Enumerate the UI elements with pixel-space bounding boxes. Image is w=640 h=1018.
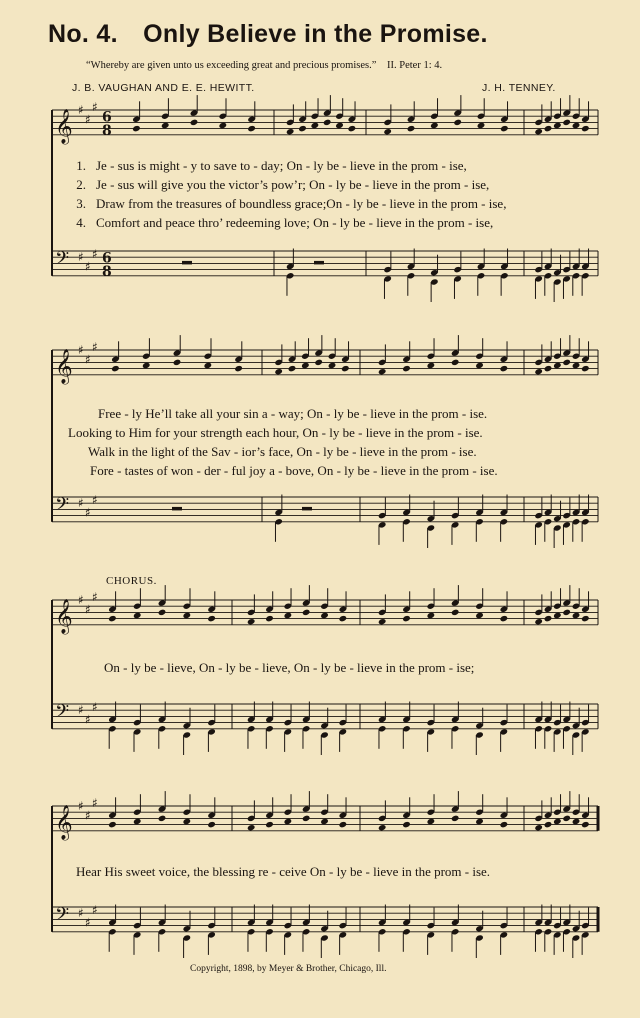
treble-clef-icon: 𝄞 [55, 805, 73, 841]
note-head [477, 122, 486, 129]
note-head [247, 125, 256, 132]
verse-3-line-b: Walk in the light of the Sav - ior’s face, On - ly be - lieve in the prom - ise. [88, 444, 477, 459]
note-head [475, 362, 484, 369]
sharp-icon: ♯ [78, 593, 84, 607]
verse-2-line-a [64, 177, 489, 193]
note-head [451, 609, 460, 616]
note-head [142, 362, 151, 369]
note-head [572, 818, 581, 825]
note-head [314, 359, 323, 366]
note-head [475, 612, 484, 619]
treble-clef-icon: 𝄞 [55, 109, 73, 145]
note-head [581, 125, 590, 132]
note-head [274, 368, 283, 375]
note-head [328, 362, 337, 369]
epigraph-text: “Whereby are given unto us exceeding great and precious promises.” [86, 60, 377, 71]
note-head [572, 612, 581, 619]
note-head [500, 615, 509, 622]
composer-credit: J. H. TENNEY. [482, 82, 556, 94]
note-head [234, 365, 243, 372]
note-head [500, 125, 509, 132]
time-signature-top: 6 [102, 250, 112, 267]
sharp-icon: ♯ [92, 339, 98, 354]
note-head [339, 821, 348, 828]
sharp-icon: ♯ [92, 99, 98, 114]
note-head [341, 365, 350, 372]
rest-mark [182, 261, 192, 265]
hymn-title: Only Believe in the Promise. [143, 20, 488, 48]
sharp-icon: ♯ [92, 903, 98, 918]
sharp-icon: ♯ [78, 906, 84, 921]
note-head [301, 362, 310, 369]
note-head [553, 122, 562, 129]
time-signature-top: 6 [102, 109, 112, 126]
note-head [500, 821, 509, 828]
note-head [320, 612, 329, 619]
note-head [553, 612, 562, 619]
note-head [284, 818, 293, 825]
lyricist-credit: J. B. VAUGHAN AND E. E. HEWITT. [72, 82, 255, 94]
rest-mark [172, 507, 182, 511]
treble-clef-icon: 𝄞 [55, 349, 73, 385]
note-head [553, 362, 562, 369]
note-head [286, 128, 295, 135]
sharp-icon: ♯ [92, 700, 98, 715]
verse-4-line-a [64, 215, 493, 231]
lyric-text: Draw from the treasures of boundless grace;On - ly be - lieve in the prom - ise, [96, 196, 507, 211]
note-head [402, 821, 411, 828]
note-head [108, 615, 117, 622]
note-head [383, 128, 392, 135]
bass-clef-icon: 𝄢 [55, 701, 70, 727]
sharp-icon: ♯ [85, 259, 91, 274]
lyric-text: Je - sus will give you the victor’s pow’r; On - ly be - lieve in the prom - ise, [96, 177, 490, 192]
note-head [534, 824, 543, 831]
note-head [378, 368, 387, 375]
time-signature-bottom: 8 [102, 263, 112, 280]
note-head [247, 824, 256, 831]
note-head [207, 615, 216, 622]
epigraph-reference: II. Peter 1: 4. [387, 60, 443, 71]
note-head [572, 362, 581, 369]
chorus-line-2: Hear His sweet voice, the blessing re - ceive On - ly be - lieve in the prom - ise. [76, 864, 491, 879]
sharp-icon: ♯ [78, 103, 84, 117]
sharp-icon: ♯ [85, 712, 91, 727]
sharp-icon: ♯ [92, 795, 98, 810]
time-signature-bottom: 8 [102, 122, 112, 139]
verse-number: 3. [76, 196, 86, 211]
note-head [534, 128, 543, 135]
note-head [335, 122, 344, 129]
note-head [219, 122, 228, 129]
sharp-icon: ♯ [85, 352, 91, 367]
note-head [247, 618, 256, 625]
note-head [562, 359, 571, 366]
note-head [158, 609, 167, 616]
rest-mark [302, 507, 312, 511]
note-head [544, 125, 553, 132]
note-head [534, 618, 543, 625]
treble-clef-icon: 𝄞 [55, 599, 73, 635]
verse-4-line-b: Fore - tastes of won - der - ful joy a - bove, On - ly be - lieve in the prom - ise. [90, 463, 498, 478]
note-head [430, 122, 439, 129]
sharp-icon: ♯ [78, 799, 84, 813]
chorus-label: CHORUS. [106, 575, 157, 587]
rest-mark [314, 261, 324, 265]
note-head [475, 818, 484, 825]
sharp-icon: ♯ [85, 602, 91, 617]
note-head [407, 125, 416, 132]
note-head [204, 362, 213, 369]
note-head [581, 615, 590, 622]
note-head [207, 821, 216, 828]
note-head [378, 618, 387, 625]
sharp-icon: ♯ [78, 250, 84, 265]
verse-number: 1. [76, 158, 86, 173]
note-head [427, 612, 436, 619]
note-head [320, 818, 329, 825]
note-head [190, 119, 199, 126]
note-head [553, 818, 562, 825]
note-head [284, 612, 293, 619]
sharp-icon: ♯ [78, 703, 84, 718]
note-head [183, 612, 192, 619]
note-head [581, 365, 590, 372]
note-head [298, 125, 307, 132]
note-head [562, 815, 571, 822]
note-head [453, 119, 462, 126]
note-head [288, 365, 297, 372]
lyric-text: Je - sus is might - y to save to - day; On - ly be - lieve in the prom - ise, [96, 158, 467, 173]
note-head [581, 821, 590, 828]
note-head [427, 362, 436, 369]
bass-clef-icon: 𝄢 [55, 904, 70, 930]
sharp-icon: ♯ [85, 808, 91, 823]
sharp-icon: ♯ [78, 343, 84, 357]
note-head [534, 368, 543, 375]
verse-3-line-a [64, 196, 506, 212]
sharp-icon: ♯ [85, 915, 91, 930]
note-head [302, 815, 311, 822]
note-head [402, 615, 411, 622]
verse-number: 4. [76, 215, 86, 230]
bass-clef-icon: 𝄢 [55, 494, 70, 520]
note-head [133, 818, 142, 825]
note-head [311, 122, 320, 129]
verse-1-line-a [64, 158, 467, 174]
chorus-line-1: On - ly be - lieve, On - ly be - lieve, On - ly be - lieve in the prom - ise; [104, 660, 475, 675]
sharp-icon: ♯ [78, 496, 84, 511]
note-head [451, 359, 460, 366]
sharp-icon: ♯ [92, 247, 98, 262]
note-head [132, 125, 141, 132]
note-head [572, 122, 581, 129]
note-head [500, 365, 509, 372]
note-head [111, 365, 120, 372]
note-head [348, 125, 357, 132]
note-head [302, 609, 311, 616]
note-head [427, 818, 436, 825]
note-head [161, 122, 170, 129]
hymn-number: No. 4. [48, 20, 118, 48]
note-head [183, 818, 192, 825]
sharp-icon: ♯ [92, 589, 98, 604]
note-head [158, 815, 167, 822]
note-head [339, 615, 348, 622]
verse-number: 2. [76, 177, 86, 192]
note-head [265, 821, 274, 828]
note-head [544, 821, 553, 828]
note-head [562, 609, 571, 616]
copyright-notice: Copyright, 1898, by Meyer & Brother, Chicago, Ill. [190, 964, 387, 974]
lyric-text: Comfort and peace thro’ redeeming love; On - ly be - lieve in the prom - ise, [96, 215, 494, 230]
verse-1-line-b: Free - ly He’ll take all your sin a - way; On - ly be - lieve in the prom - ise. [98, 406, 488, 421]
note-head [451, 815, 460, 822]
note-head [173, 359, 182, 366]
note-head [108, 821, 117, 828]
verse-2-line-b: Looking to Him for your strength each hour, On - ly be - lieve in the prom - ise. [68, 425, 483, 440]
sharp-icon: ♯ [85, 505, 91, 520]
sharp-icon: ♯ [92, 493, 98, 508]
bass-clef-icon: 𝄢 [55, 248, 70, 274]
note-head [378, 824, 387, 831]
note-head [323, 119, 332, 126]
note-head [133, 612, 142, 619]
note-head [544, 365, 553, 372]
note-head [402, 365, 411, 372]
sharp-icon: ♯ [85, 112, 91, 127]
note-head [265, 615, 274, 622]
note-head [544, 615, 553, 622]
note-head [562, 119, 571, 126]
